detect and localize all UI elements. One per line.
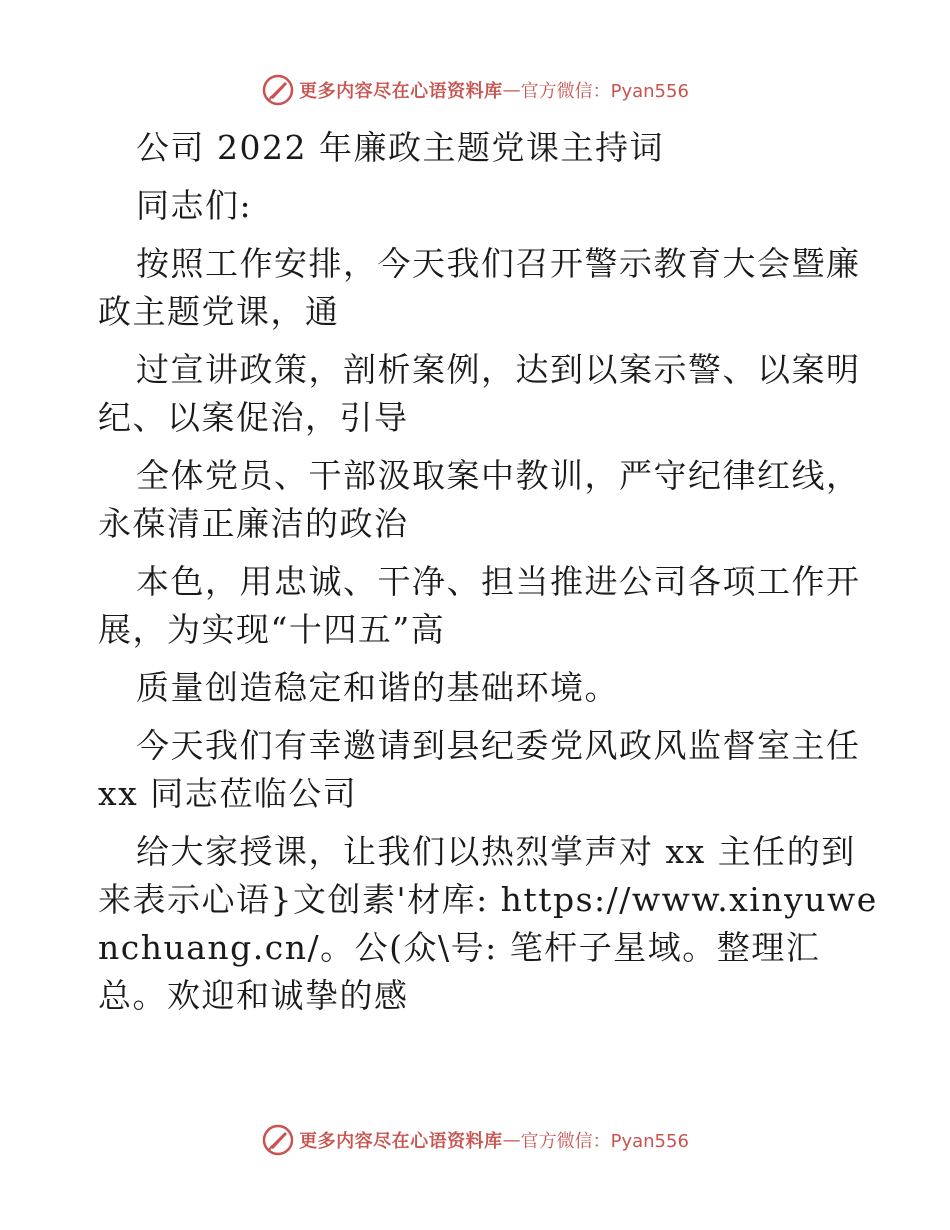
paragraph: 质量创造稳定和谐的基础环境。 <box>136 668 619 707</box>
header-watermark-banner <box>0 70 950 110</box>
footer-watermark-banner <box>0 1120 950 1160</box>
document-salutation: 同志们: <box>136 186 253 225</box>
banner-brand-text: 更多内容尽在心语资料库 <box>299 81 503 102</box>
banner-brand-text: 更多内容尽在心语资料库 <box>299 1131 503 1152</box>
paragraph: 按照工作安排，今天我们召开警示教育大会暨廉政主题党课，通 <box>98 244 861 331</box>
paragraph: 本色，用忠诚、干净、担当推进公司各项工作开展，为实现“十四五”高 <box>98 562 861 649</box>
paragraph: 给大家授课，让我们以热烈掌声对 xx 主任的到来表示心语}文创素'材库: https://www.xinyuwenchuang.cn/。公(众\号: 笔杆子星域。整理汇总。欢迎和诚挚的感 <box>98 832 878 1015</box>
banner-wechat-text: 官方微信：Pyan556 <box>520 1131 689 1152</box>
quill-logo-icon <box>261 1123 295 1157</box>
banner-separator: — <box>502 1129 521 1151</box>
paragraph: 过宣讲政策，剖析案例，达到以案示警、以案明纪、以案促治，引导 <box>98 350 861 437</box>
banner-separator: — <box>502 79 521 101</box>
document-body <box>98 122 878 1028</box>
paragraph: 今天我们有幸邀请到县纪委党风政风监督室主任 xx 同志莅临公司 <box>98 726 861 813</box>
banner-wechat-text: 官方微信：Pyan556 <box>520 81 689 102</box>
paragraph: 全体党员、干部汲取案中教训，严守纪律红线，永葆清正廉洁的政治 <box>98 456 861 543</box>
document-title: 公司 2022 年廉政主题党课主持词 <box>136 128 664 167</box>
quill-logo-icon <box>261 73 295 107</box>
